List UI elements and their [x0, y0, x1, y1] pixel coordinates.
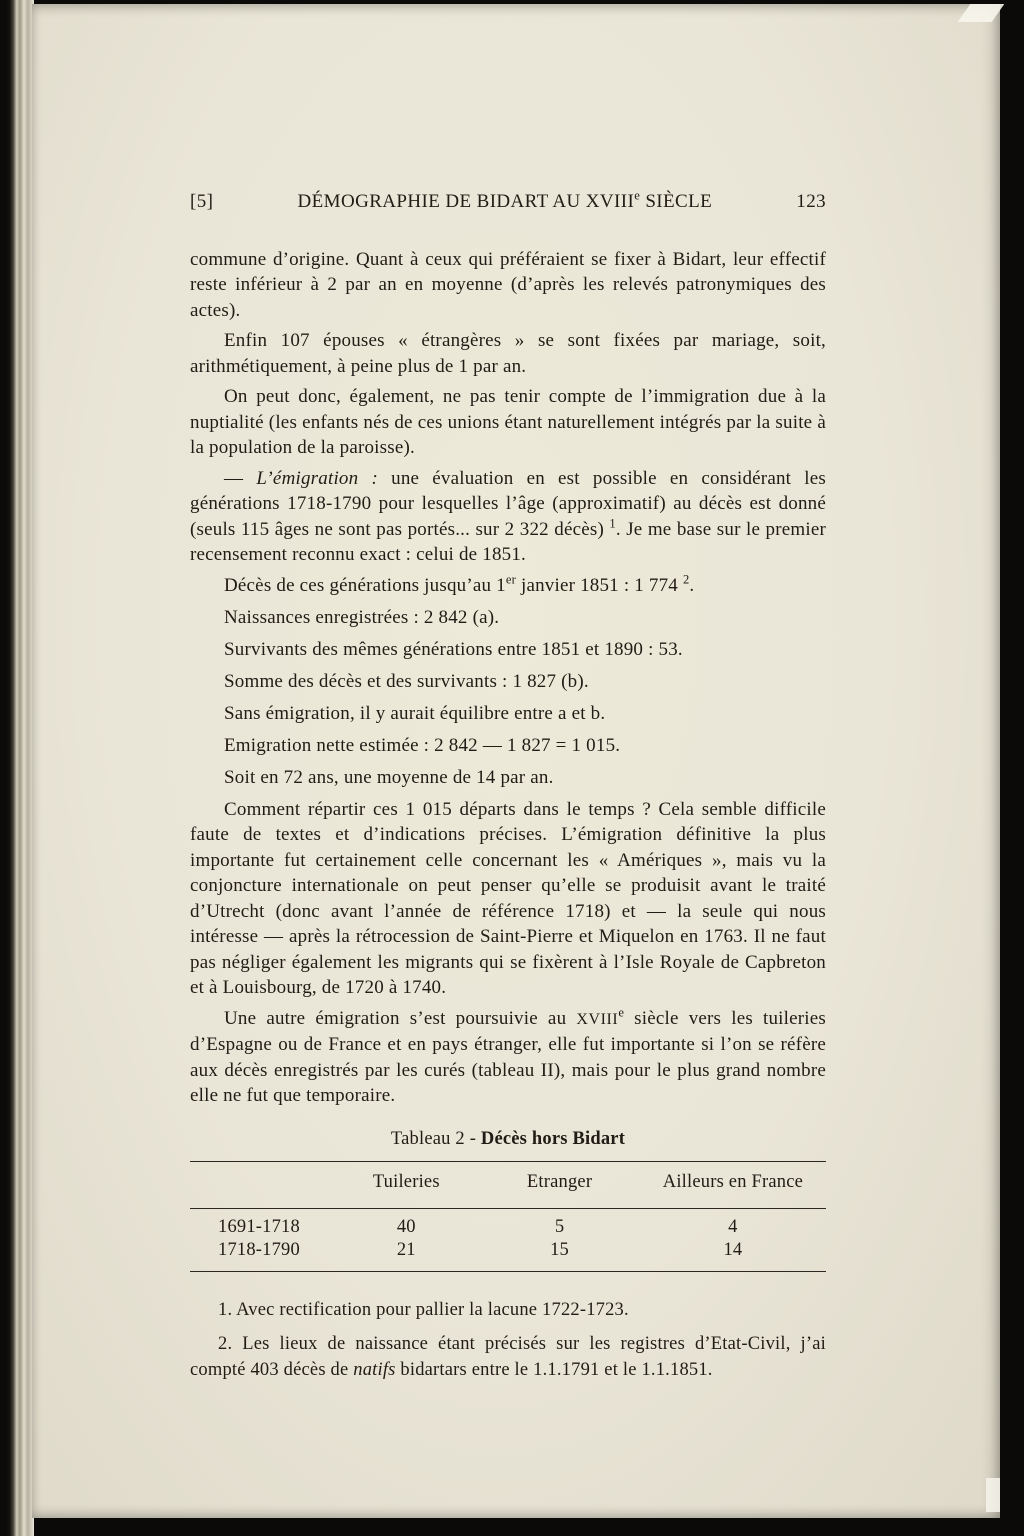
- stat-line: Décès de ces générations jusqu’au 1er janvier 1851 : 1 774 $^2$.: [224, 572, 695, 596]
- table-caption: Tableau 2 - Décès hors Bidart: [390, 1128, 626, 1149]
- row-label: 1718-1790: [218, 1239, 300, 1260]
- body-paragraph: On peut donc, également, ne pas tenir compte de l’immigration due à la nuptialité (les enfants nés de ces unions étant naturellement intégrés par la suite à la population de la paroisse).: [190, 386, 826, 458]
- table-row: [190, 1209, 826, 1239]
- table-header-row: [190, 1162, 826, 1209]
- stat-line: Naissances enregistrées : 2 842 (a).: [224, 606, 500, 628]
- body-paragraph: Comment répartir ces 1 015 départs dans le temps ? Cela semble difficile faute de textes et d’indications précises. L’émigration définitive la plus importante fut certainement celle concernant les « Amériques », mais vu la conjoncture internationale on peut penser qu’elle se produisit avant le traité d’Utrecht (donc avant l’année de référence 1718) et — la seule qui nous intéresse — après la rétrocession de Saint-Pierre et Miquelon en 1763. Il ne faut pas négliger également les migrants qui se fixèrent à l’Isle Royale de Capbreton et à Louisbourg, de 1720 à 1740.: [190, 798, 826, 998]
- section-bracket: [5]: [190, 191, 214, 212]
- footnotes: [190, 1298, 826, 1384]
- column-header-ailleurs: Ailleurs en France: [662, 1172, 804, 1192]
- body-paragraph: — L’émigration : une évaluation en est possible en considérant les générations 1718-1790 pour lesquelles l’âge (approximatif) au décès est donné (seuls 115 âges ne sont pas portés... sur 2 322 décès) $^1$. Je me base sur le premier recensement reconnu exact : celui de 1851.: [190, 467, 826, 565]
- footnote: 2. Les lieux de naissance étant précisés sur les registres d’Etat-Civil, j’ai compté 403 décès de natifs bidartars entre le 1.1.1791 et le 1.1.1851.: [190, 1334, 826, 1380]
- next-page-sliver-bottom: [986, 1478, 1000, 1512]
- cell-value: 5: [554, 1216, 565, 1237]
- page-number: 123: [796, 191, 826, 212]
- footnote: 1. Avec rectification pour pallier la lacune 1722-1723.: [218, 1299, 629, 1320]
- body-paragraph: commune d’origine. Quant à ceux qui préféraient se fixer à Bidart, leur effectif reste inférieur à 2 par an en moyenne (d’après les relevés patronymiques des actes).: [190, 248, 826, 321]
- column-header-tuileries: Tuileries: [372, 1172, 440, 1192]
- cell-value: 14: [723, 1239, 743, 1260]
- cell-value: 15: [550, 1239, 570, 1260]
- page-title: DÉMOGRAPHIE DE BIDART AU XVIIIe SIÈCLE: [297, 188, 713, 212]
- stat-line: Sans émigration, il y aurait équilibre entre a et b.: [224, 702, 606, 724]
- book-page: [32, 4, 1000, 1518]
- stat-line: Soit en 72 ans, une moyenne de 14 par an.: [224, 766, 554, 788]
- page-content: [190, 189, 826, 1392]
- stat-line: Somme des décès et des survivants : 1 827 (b).: [224, 670, 589, 692]
- cell-value: 40: [396, 1216, 416, 1237]
- column-header-etranger: Etranger: [526, 1172, 593, 1192]
- stat-line: Survivants des mêmes générations entre 1851 et 1890 : 53.: [224, 638, 683, 660]
- next-page-sliver: [958, 4, 1005, 22]
- stat-line: Emigration nette estimée : 2 842 — 1 827 = 1 015.: [224, 734, 621, 756]
- table-block: [190, 1127, 826, 1272]
- table-row: [190, 1239, 826, 1271]
- body-paragraph: Enfin 107 épouses « étrangères » se sont fixées par mariage, soit, arithmétiquement, à peine plus de 1 par an.: [190, 330, 826, 377]
- column-header-empty: [190, 1170, 333, 1196]
- book-page-edges: [6, 0, 34, 1536]
- deaths-table: [190, 1161, 826, 1272]
- cell-value: 21: [396, 1239, 416, 1260]
- running-header: [190, 189, 826, 215]
- row-label: 1691-1718: [218, 1216, 300, 1237]
- body-paragraph: Une autre émigration s’est poursuivie au XVIIIe siècle vers les tuileries d’Espagne ou de France et en pays étranger, elle fut importante si l’on se réfère aux décès enregistrés par les curés (tableau II), mais pour le plus grand nombre elle ne fut que temporaire.: [190, 1005, 826, 1106]
- cell-value: 4: [728, 1216, 738, 1237]
- body-text: [190, 247, 826, 1109]
